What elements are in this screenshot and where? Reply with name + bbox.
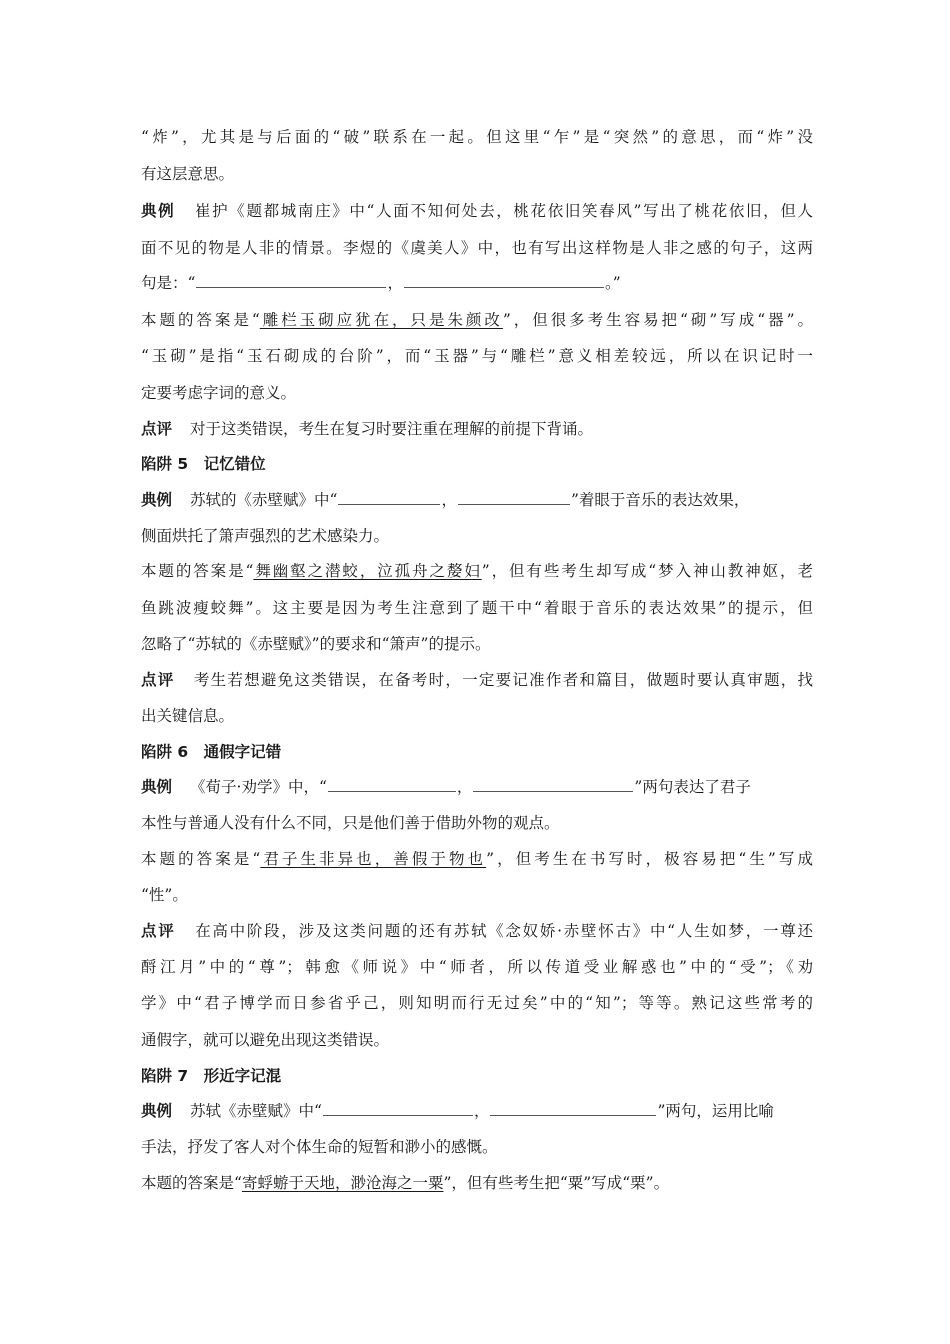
- answer-blank: [404, 273, 604, 288]
- example-line: [141, 200, 813, 222]
- comment-line: 学》中“君子博学而日参省乎己，则知明而行无过矣”中的“知”；等等。熟记这些常考的: [141, 994, 813, 1012]
- answer-text: 本题的答案是“: [141, 850, 261, 868]
- answer-line: “性”。: [141, 886, 188, 904]
- answer-underlined: 寄蜉蝣于天地，渺沧海之一粟: [241, 1174, 444, 1192]
- example-line: [141, 776, 813, 798]
- example-text: 崔护《题都城南庄》中“人面不知何处去，桃花依旧笑春风”写出了桃花依旧，但人: [193, 202, 813, 220]
- example-text: ”两句表达了君子: [634, 778, 751, 796]
- answer-blank: [458, 490, 570, 505]
- comment-text: 考生若想避免这类错误，在备考时，一定要记准作者和篇目，做题时要认真审题，找: [192, 671, 813, 689]
- answer-line: 定要考虑字词的意义。: [141, 384, 297, 402]
- example-label: 典例: [141, 1102, 173, 1120]
- example-line: 手法，抒发了客人对个体生命的短暂和渺小的感慨。: [141, 1138, 498, 1156]
- example-text: ，: [387, 274, 403, 292]
- answer-underlined: 雕栏玉砌应犹在，只是朱颜改: [259, 311, 503, 329]
- example-label: 典例: [141, 778, 173, 796]
- example-text: 苏轼《赤壁赋》中“: [190, 1102, 322, 1120]
- answer-line: [141, 309, 813, 331]
- section-heading: 陷阱 6 通假字记错: [141, 743, 282, 761]
- comment-text: 在高中阶段，涉及这类问题的还有苏轼《念奴娇·赤壁怀古》中“人生如梦，一尊还: [193, 922, 813, 940]
- example-line: 面不见的物是人非的情景。李煜的《虞美人》中，也有写出这样物是人非之感的句子，这两: [141, 239, 813, 257]
- answer-line: [141, 848, 813, 870]
- answer-underlined: 舞幽壑之潜蛟，泣孤舟之嫠妇: [253, 562, 482, 580]
- answer-text: ”，但有些考生却写成“梦入神山教神妪，老: [481, 562, 813, 580]
- answer-blank: [328, 777, 456, 792]
- section-heading: 陷阱 5 记忆错位: [141, 455, 266, 473]
- para-line: “炸”，尤其是与后面的“破”联系在一起。但这里“乍”是“突然”的意思，而“炸”没: [141, 128, 813, 146]
- example-text: 。”: [604, 274, 621, 292]
- answer-text: 本题的答案是“: [141, 562, 254, 580]
- answer-line: 忽略了“苏轼的《赤壁赋》”的要求和“箫声”的提示。: [141, 635, 491, 653]
- example-text: 苏轼的《赤壁赋》中“: [190, 491, 338, 509]
- example-text: 句是：“: [141, 274, 196, 292]
- example-line: [141, 272, 813, 294]
- answer-underlined: 君子生非异也，善假于物也: [260, 850, 487, 868]
- example-text: ”两句，运用比喻: [657, 1102, 774, 1120]
- answer-line: “玉砌”是指“玉石砌成的台阶”，而“玉器”与“雕栏”意义相差较远，所以在识记时一: [141, 347, 813, 365]
- answer-text: 本题的答案是“: [141, 311, 260, 329]
- comment-line: [141, 418, 813, 440]
- comment-line: 通假字，就可以避免出现这类错误。: [141, 1031, 390, 1049]
- comment-line: 酹江月”中的“尊”；韩愈《师说》中“师者，所以传道受业解惑也”中的“受”；《劝: [141, 958, 813, 976]
- answer-line: [141, 560, 813, 582]
- answer-text: ”，但有些考生把“粟”写成“栗”。: [443, 1174, 670, 1192]
- answer-blank: [473, 777, 633, 792]
- comment-line: [141, 669, 813, 691]
- example-text: 《荀子·劝学》中，“: [190, 778, 327, 796]
- para-line: 有这层意思。: [141, 165, 235, 183]
- example-line: 本性与普通人没有什么不同，只是他们善于借助外物的观点。: [141, 814, 560, 832]
- example-text: ，: [456, 778, 473, 796]
- comment-label: 点评: [141, 671, 175, 689]
- comment-line: 出关键信息。: [141, 707, 235, 725]
- example-line: [141, 489, 813, 511]
- answer-line: 鱼跳波瘦蛟舞”。这主要是因为考生注意到了题干中“着眼于音乐的表达效果”的提示，但: [141, 599, 813, 617]
- example-line: [141, 1100, 813, 1122]
- comment-label: 点评: [141, 922, 176, 940]
- answer-text: ”，但考生在书写时，极容易把“生”写成: [486, 850, 813, 868]
- answer-blank: [323, 1101, 473, 1116]
- comment-line: [141, 920, 813, 942]
- answer-text: ”，但很多考生容易把“砌”写成“器”。: [502, 311, 813, 329]
- example-label: 典例: [141, 202, 176, 220]
- comment-text: 对于这类错误，考生在复习时要注重在理解的前提下背诵。: [190, 420, 594, 438]
- section-heading: 陷阱 7 形近字记混: [141, 1067, 282, 1085]
- example-label: 典例: [141, 491, 173, 509]
- answer-line: [141, 1172, 813, 1194]
- answer-blank: [490, 1101, 656, 1116]
- example-text: ，: [441, 491, 457, 509]
- example-text: ，: [473, 1102, 490, 1120]
- answer-text: 本题的答案是“: [141, 1174, 242, 1192]
- answer-blank: [196, 273, 386, 288]
- answer-blank: [338, 490, 440, 505]
- comment-label: 点评: [141, 420, 173, 438]
- example-line: 侧面烘托了箫声强烈的艺术感染力。: [141, 527, 390, 545]
- example-text: ”着眼于音乐的表达效果，: [570, 491, 750, 509]
